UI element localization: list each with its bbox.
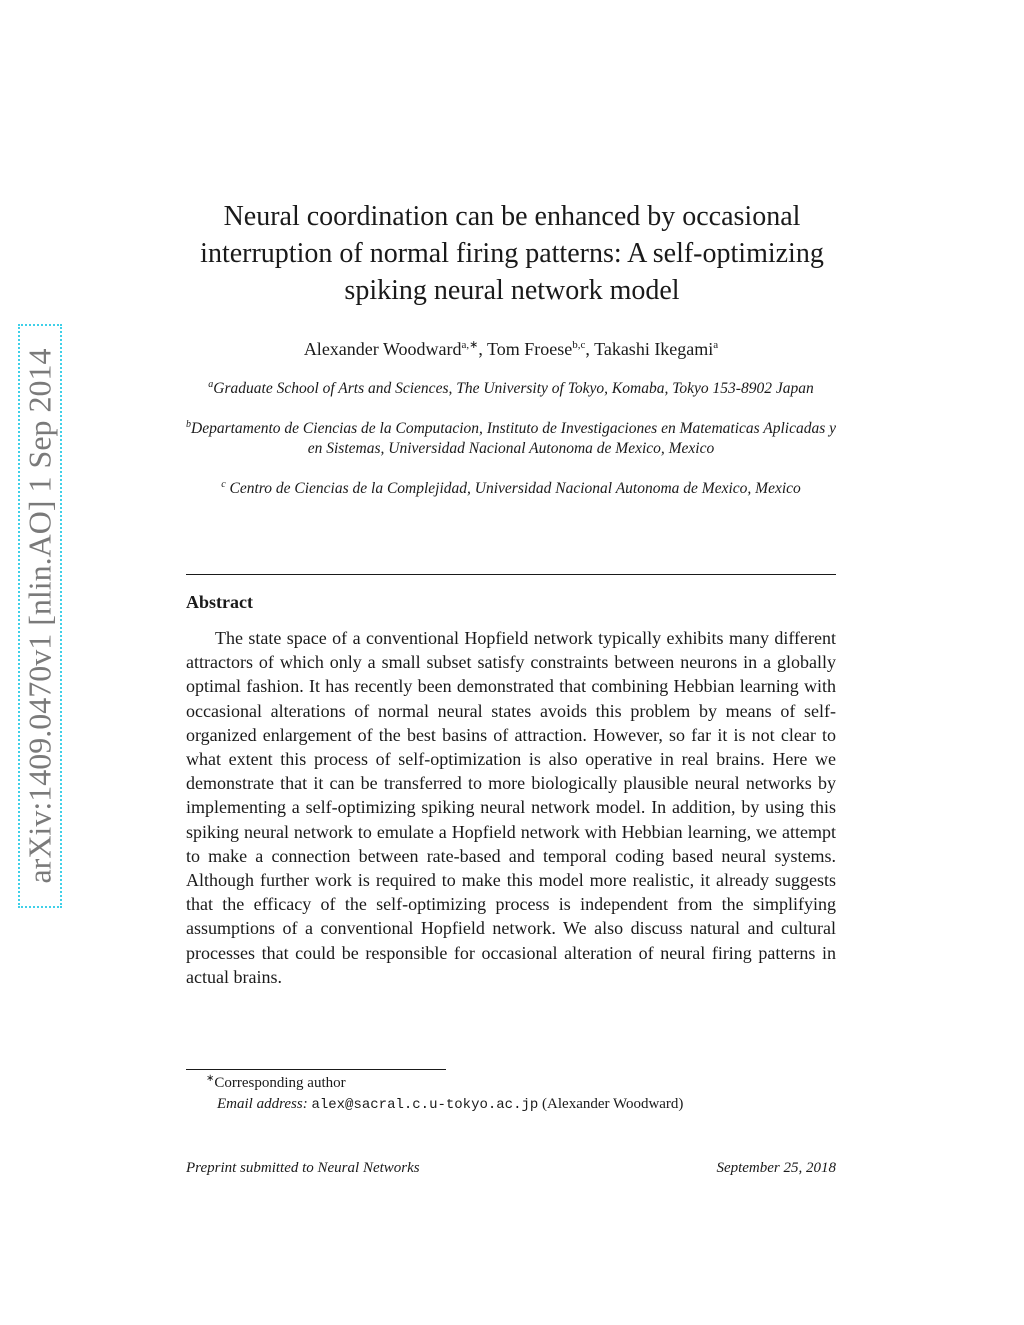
affiliation-text: Centro de Ciencias de la Complejidad, Universidad Nacional Autonoma de Mexico, Mexico	[229, 480, 801, 497]
email-address[interactable]: alex@sacral.c.u-tokyo.ac.jp	[311, 1097, 539, 1113]
affiliation-mark: c	[221, 478, 226, 490]
email-label: Email address:	[217, 1096, 308, 1112]
author-name: Takashi Ikegami	[594, 339, 714, 359]
footnote-corresponding	[206, 1073, 856, 1093]
preprint-note: Preprint submitted to Neural Networks	[186, 1160, 420, 1176]
abstract-text: The state space of a conventional Hopfield network typically exhibits many different attractors of which only a small subset satisfy constraints between neurons in a globally optimal fashion. It has recently been demonstrated that combining Hebbian learning with occasional alterations of normal neural states avoids this problem by means of self-organized enlargement of the best basins of attraction. However, so far it is not clear to what extent this process of self-optimization is also operative in real brains. Here we demonstrate that it can be transferred to more biologically plausible neural networks by implementing a self-optimizing spiking neural network model. In addition, by using this spiking neural network to emulate a Hopfield network with Hebbian learning, we attempt to make a connection between rate-based and temporal coding based neural systems. Although further work is required to make this model more realistic, it already suggests that the efficacy of the self-optimizing process is independent from the simplifying assumptions of a conventional Hopfield network. We also discuss natural and cultural processes that could be responsible for occasional alteration of neural firing patterns in actual brains.	[186, 628, 836, 987]
footnote-text: Corresponding author	[214, 1075, 346, 1091]
affiliation-c	[186, 479, 836, 499]
arxiv-stamp: arXiv:1409.0470v1 [nlin.AO] 1 Sep 2014	[21, 348, 58, 884]
author-marks: a	[713, 339, 719, 351]
email-owner: (Alexander Woodward)	[542, 1096, 684, 1112]
affiliation-text: Graduate School of Arts and Sciences, The University of Tokyo, Komaba, Tokyo 153-8902 Japan	[213, 380, 814, 397]
affiliation-mark: b	[186, 418, 191, 430]
abstract-top-rule	[186, 574, 836, 575]
footnote-mark: ∗	[206, 1073, 215, 1084]
paper-title: Neural coordination can be enhanced by occasional interruption of normal firing patterns: A self-optimizing spiking neural network model	[200, 201, 824, 306]
author-marks: b,c	[572, 339, 586, 351]
affiliation-mark: a	[208, 378, 214, 390]
author-name: Tom Froese	[487, 339, 573, 359]
affiliation-b	[186, 419, 836, 459]
abstract-heading: Abstract	[186, 592, 253, 612]
author-list: Alexander Woodward$^{a,∗}$, Tom Froese$^{b,c}$, Takashi Ikegami$^a$	[303, 339, 719, 359]
preprint-date: September 25, 2018	[716, 1160, 836, 1176]
footnote-email	[217, 1094, 867, 1115]
affiliation-text: Departamento de Ciencias de la Computacion, Instituto de Investigaciones en Matematicas Aplicadas y en Sistemas, Universidad Nacional Autonoma de Mexico, Mexico	[191, 420, 836, 457]
author-marks: a,∗	[461, 339, 479, 351]
footnote-rule	[186, 1069, 446, 1070]
author-name: Alexander Woodward	[303, 339, 462, 359]
affiliation-a	[186, 379, 836, 399]
